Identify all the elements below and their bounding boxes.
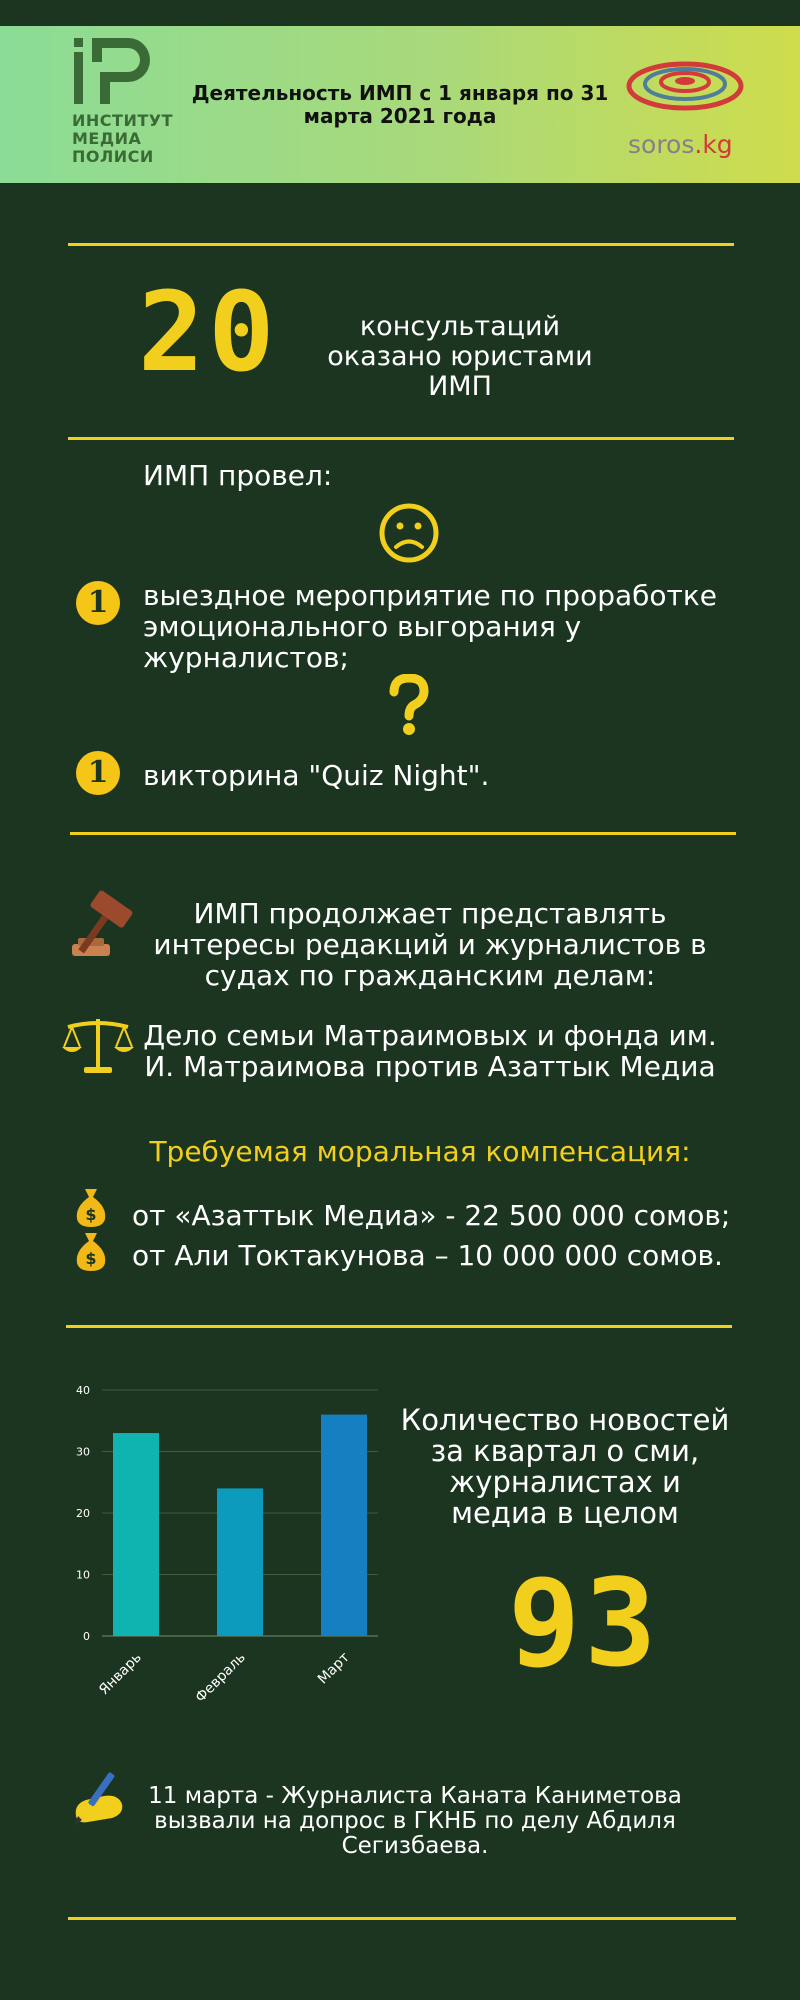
claim-item: от Али Токтакунова – 10 000 000 сомов. (132, 1239, 723, 1272)
news-bar-chart (40, 1370, 400, 1730)
consultations-number: 20 (138, 268, 279, 396)
activity-item-text: выездное мероприятие по проработке эмоционального выгорания у журналистов; (143, 579, 717, 674)
bar-февраль (217, 1488, 263, 1636)
count-badge: 1 (76, 751, 120, 795)
sad-face-icon (378, 502, 440, 564)
soros-logo-text: soros.kg (628, 130, 733, 159)
y-tick-label: 40 (76, 1384, 90, 1397)
news-label: Количество новостей за квартал о сми, журналистах и медиа в целом (400, 1403, 730, 1530)
scales-icon (62, 1013, 134, 1077)
soros-logo (625, 44, 750, 126)
divider (68, 437, 734, 440)
page-title: Деятельность ИМП с 1 января по 31 марта 2021 года (191, 81, 609, 128)
bar-январь (113, 1433, 159, 1636)
x-tick-label: Февраль (192, 1649, 249, 1706)
count-badge: 1 (76, 581, 120, 625)
money-bag-icon (74, 1187, 108, 1229)
y-tick-label: 30 (76, 1445, 90, 1459)
gavel-icon (70, 890, 145, 958)
svg-text:$: $ (85, 1249, 97, 1268)
x-tick-label: Март (314, 1649, 353, 1688)
compensation-heading: Требуемая моральная компенсация: (149, 1135, 691, 1168)
svg-text:$: $ (85, 1205, 97, 1224)
divider (70, 832, 736, 835)
activity-item-text: викторина "Quiz Night". (143, 759, 490, 792)
bar-март (321, 1415, 367, 1636)
money-bag-icon (74, 1231, 108, 1273)
event-text: 11 марта - Журналиста Каната Каниметова вызвали на допрос в ГКНБ по делу Абдиля Сегизбаева. (148, 1783, 682, 1859)
y-tick-label: 10 (76, 1568, 90, 1582)
y-tick-label: 0 (83, 1630, 90, 1643)
consultations-text: консультаций оказано юристами ИМП (327, 311, 593, 402)
x-tick-label: Январь (96, 1649, 145, 1699)
courts-text: ИМП продолжает представлять интересы редакций и журналистов в судах по гражданским делам: (153, 897, 707, 992)
news-total: 93 (508, 1555, 661, 1694)
divider (66, 1325, 732, 1328)
case-title: Дело семьи Матраимовых и фонда им. И. Матраимова против Азаттык Медиа (143, 1019, 717, 1083)
divider (68, 1917, 736, 1920)
divider (68, 243, 734, 246)
y-tick-label: 20 (76, 1507, 90, 1520)
imp-logo-text: ИНСТИТУТ МЕДИА ПОЛИСИ (72, 111, 173, 166)
question-mark-icon (388, 674, 430, 736)
activities-heading: ИМП провел: (143, 459, 333, 492)
writing-hand-icon (68, 1768, 128, 1828)
claim-item: от «Азаттык Медиа» - 22 500 000 сомов; (132, 1199, 731, 1232)
